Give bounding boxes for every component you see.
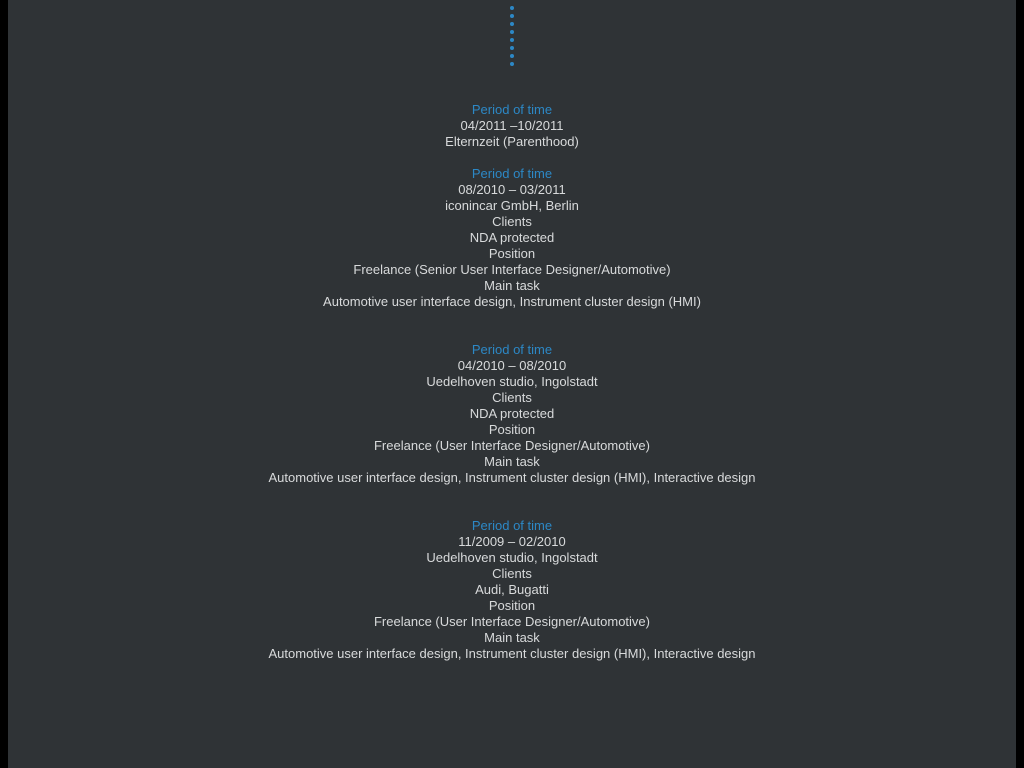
entry-line: Automotive user interface design, Instrument cluster design (HMI): [323, 294, 701, 309]
document-content: [8, 0, 1016, 662]
entry-line: Freelance (Senior User Interface Designer/Automotive): [353, 262, 671, 277]
entry-line: 11/2009 – 02/2010: [458, 534, 566, 549]
entry-line: Uedelhoven studio, Ingolstadt: [426, 374, 598, 389]
entry-line: NDA protected: [469, 230, 555, 245]
entry-line: NDA protected: [469, 406, 555, 421]
entry-heading: Period of time: [471, 518, 553, 533]
entry-heading: Period of time: [471, 342, 553, 357]
entry-line: 04/2011 –10/2011: [460, 118, 564, 133]
document-page: [8, 0, 1016, 768]
cv-entry: [8, 102, 1016, 150]
entry-line: 04/2010 – 08/2010: [457, 358, 567, 373]
divider-dot: [510, 38, 514, 42]
entry-line: Position: [488, 422, 536, 437]
spacer: [8, 150, 1016, 166]
entry-line: Freelance (User Interface Designer/Automotive): [373, 614, 650, 629]
spacer: [8, 310, 1016, 342]
entry-line: Elternzeit (Parenthood): [445, 134, 579, 149]
entry-line: Clients: [492, 214, 532, 229]
entry-line: Automotive user interface design, Instrument cluster design (HMI), Interactive design: [268, 470, 756, 485]
entry-line: Uedelhoven studio, Ingolstadt: [426, 550, 598, 565]
divider-dot: [510, 6, 514, 10]
entry-line: Clients: [492, 566, 532, 581]
divider-dot: [510, 30, 514, 34]
spacer: [8, 486, 1016, 518]
entry-line: Position: [488, 246, 536, 261]
entry-line: Freelance (User Interface Designer/Automotive): [373, 438, 650, 453]
entry-line: Position: [488, 598, 536, 613]
cv-entry: [8, 342, 1016, 486]
entry-heading: Period of time: [471, 102, 553, 117]
entry-line: Main task: [484, 630, 540, 645]
entry-line: Clients: [492, 390, 532, 405]
cv-entry: [8, 166, 1016, 310]
entry-line: 08/2010 – 03/2011: [458, 182, 566, 197]
divider-dot: [510, 22, 514, 26]
entry-line: iconincar GmbH, Berlin: [445, 198, 579, 213]
entry-line: Main task: [484, 278, 540, 293]
divider-dot: [510, 62, 514, 66]
entry-line: Automotive user interface design, Instrument cluster design (HMI), Interactive design: [268, 646, 756, 661]
entry-line: Main task: [484, 454, 540, 469]
entry-line: Audi, Bugatti: [475, 582, 549, 597]
entry-heading: Period of time: [471, 166, 553, 181]
divider-dot: [510, 54, 514, 58]
divider-dot: [510, 46, 514, 50]
spacer: [8, 70, 1016, 102]
cv-entry: [8, 518, 1016, 662]
divider-dot: [510, 14, 514, 18]
dotted-divider: [8, 0, 1016, 66]
